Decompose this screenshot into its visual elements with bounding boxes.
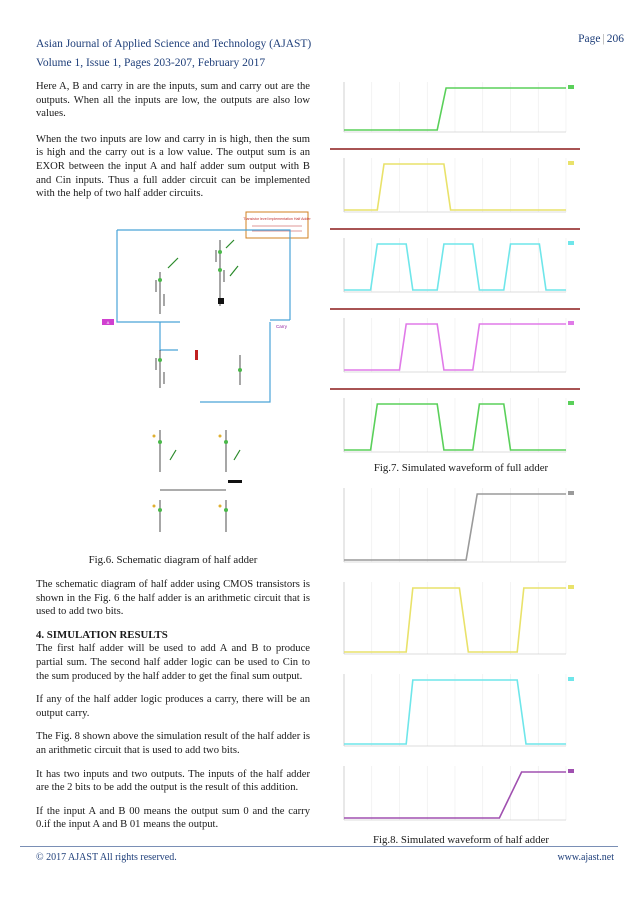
fig7-panel-4-legend-marker (568, 321, 574, 325)
page-number: 206 (606, 33, 624, 45)
paragraph: The schematic diagram of half adder using CMOS transistors is shown in the Fig. 6 the half adder is an arithmetic circuit that is used to add two bits. (36, 579, 310, 618)
footer-copyright: © 2017 AJAST All rights reserved. (36, 852, 177, 863)
schematic-title: Transistor level implementation Half Adder (243, 217, 311, 221)
paragraph: It has two inputs and two outputs. The inputs of the half adder are the 2 bits to be add the output is the result of this addition. (36, 768, 310, 794)
section-title: 4. SIMULATION RESULTS (36, 628, 168, 641)
input-label-a: A (106, 320, 110, 325)
output-label-carry: Carry (276, 324, 287, 329)
paragraph: When the two inputs are low and carry in is high, then the sum is high and the carry out is a low value. The output sum is an EXOR between the input A and half adder sum output with B and Cin inputs. Thus a full adder circuit can be implemented with the help of two half adder circuits. (36, 133, 310, 200)
paragraph: Here A, B and carry in are the inputs, sum and carry out are the outputs. When all the inputs are low, the outputs are also low values. (36, 81, 310, 120)
half-adder-schematic (100, 210, 320, 550)
fig8-panel-4-legend-marker (568, 769, 574, 773)
left-column-lower (36, 578, 310, 842)
page-separator: | (602, 33, 605, 45)
journal-title: Asian Journal of Applied Science and Technology (AJAST) (36, 38, 312, 50)
left-column (36, 80, 310, 211)
fig7-caption: Fig.7. Simulated waveform of full adder (373, 462, 549, 474)
page-word: Page (578, 33, 601, 45)
fig8-panel-1-legend-marker (568, 491, 574, 495)
fig7-panel-1-legend-marker (568, 85, 574, 89)
paragraph: The first half adder will be used to add A and B to produce partial sum. The second half adder logic can be used to Cin to the sum produced by the half adder to get the final sum output. (36, 643, 310, 682)
fig8-caption: Fig.8. Simulated waveform of half adder (372, 834, 549, 846)
volume-info: Volume 1, Issue 1, Pages 203-207, February 2017 (36, 57, 266, 69)
fig7-panel-3-legend-marker (568, 241, 574, 245)
fig8-panel-3-legend-marker (568, 677, 574, 681)
fig8-panel-2-legend-marker (568, 585, 574, 589)
fig7-panel-2-legend-marker (568, 161, 574, 165)
fig6-caption: Fig.6. Schematic diagram of half adder (88, 554, 258, 566)
waveform-figures (330, 76, 592, 836)
paragraph: If the input A and B 00 means the output sum 0 and the carry 0.if the input A and B 01 means the output. (36, 805, 310, 831)
paragraph: If any of the half adder logic produces a carry, there will be an output carry. (36, 694, 310, 719)
footer-website: www.ajast.net (557, 852, 614, 863)
footer-rule (20, 846, 618, 847)
page-label (578, 33, 624, 45)
fig7-panel-5-legend-marker (568, 401, 574, 405)
paragraph: The Fig. 8 shown above the simulation result of the half adder is an arithmetic circuit that is used to add two bits. (36, 731, 310, 756)
